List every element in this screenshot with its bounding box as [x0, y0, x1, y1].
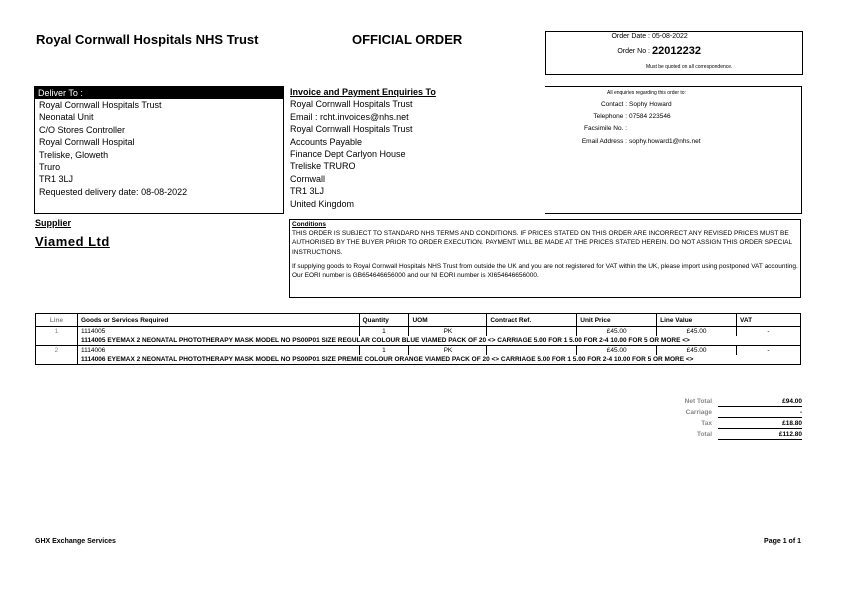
deliver-address — [35, 99, 283, 198]
phone-number: 07584 223546 — [629, 113, 671, 120]
col-uom: UOM — [409, 314, 487, 327]
col-line: Line — [36, 314, 78, 327]
cell-unit-price: £45.00 — [577, 327, 657, 337]
cell-uom: PK — [409, 346, 487, 356]
contact-label: Contact : — [600, 101, 627, 108]
cell-quantity: 1 — [359, 327, 409, 337]
carriage-row — [640, 408, 802, 419]
invoice-line: Royal Cornwall Hospitals Trust — [290, 124, 413, 135]
vat-paragraph: If supplying goods to Royal Cornwall Hospitals NHS Trust from outside the UK and you are not registered for VAT within the UK, please import using postponed VAT accounting. Our EORI number is GB654646656000 and our NI EORI number is XI654646656000. — [292, 262, 798, 280]
total-label: Total — [696, 431, 712, 438]
invoice-email[interactable]: Email : rcht.invoices@nhs.net — [290, 111, 409, 122]
net-total-row — [640, 397, 802, 408]
order-number: 22012232 — [652, 45, 701, 57]
deliver-line: Neonatal Unit — [39, 112, 94, 123]
conditions-box — [289, 219, 801, 298]
invoice-line: Royal Cornwall Hospitals Trust — [290, 99, 413, 110]
col-vat: VAT — [737, 314, 801, 327]
cell-uom: PK — [409, 327, 487, 337]
table-row — [36, 327, 801, 337]
deliver-line: Treliske, Gloweth — [39, 149, 109, 160]
invoice-line: United Kingdom — [290, 198, 355, 209]
conditions-heading: Conditions — [292, 221, 326, 228]
cell-line-value: £45.00 — [657, 327, 737, 337]
contact-email[interactable]: sophy.howard1@nhs.net — [629, 138, 701, 145]
invoice-enquiries — [290, 86, 540, 210]
cell-contract-ref — [487, 346, 577, 356]
table-row — [36, 346, 801, 356]
col-line-value: Line Value — [657, 314, 737, 327]
invoice-line: Treliske TRURO — [290, 161, 356, 172]
deliver-to-heading: Deliver To : — [35, 87, 283, 99]
tax-label: Tax — [701, 420, 712, 427]
total-value: £112.80 — [778, 431, 802, 438]
order-lines-table — [35, 313, 801, 365]
net-total-label: Net Total — [684, 398, 712, 405]
invoice-line: Cornwall — [290, 173, 326, 184]
order-date-label: Order Date : — [611, 33, 650, 40]
order-info-box — [545, 31, 803, 75]
cell-quantity: 1 — [359, 346, 409, 356]
contact-name: Sophy Howard — [629, 101, 672, 108]
cell-description: 1114006 EYEMAX 2 NEONATAL PHOTOTHERAPY MASK MODEL NO PS00P01 SIZE PREMIE COLOUR ORANGE VIAMED PACK OF 20 <> CARRIAGE 5.00 FOR 1 5.00 FOR 2-4 10.00 FOR 5 OR MORE <> — [77, 355, 800, 365]
deliver-line: Truro — [39, 162, 61, 173]
invoice-line: Finance Dept Carlyon House — [290, 149, 406, 160]
requested-delivery-date: Requested delivery date: 08-08-2022 — [39, 186, 188, 197]
total-row — [640, 430, 802, 441]
cell-contract-ref — [487, 327, 577, 337]
table-header-row — [36, 314, 801, 327]
totals-block — [640, 397, 802, 441]
fax-label: Facsimile No. : — [584, 125, 627, 132]
cell-vat: - — [737, 327, 801, 337]
col-goods: Goods or Services Required — [77, 314, 359, 327]
carriage-value: - — [799, 409, 802, 416]
col-quantity: Quantity — [359, 314, 409, 327]
col-unit-price: Unit Price — [577, 314, 657, 327]
phone-label: Telephone : — [593, 113, 627, 120]
tax-row — [640, 419, 802, 430]
supplier-label: Supplier — [35, 218, 72, 228]
deliver-line: TR1 3LJ — [39, 174, 74, 185]
deliver-line: C/O Stores Controller — [39, 124, 126, 135]
footer-provider: GHX Exchange Services — [35, 538, 116, 545]
document-title: OFFICIAL ORDER — [352, 32, 463, 47]
col-contract-ref: Contract Ref. — [487, 314, 577, 327]
order-no-label: Order No : — [617, 48, 650, 55]
cell-line-value: £45.00 — [657, 346, 737, 356]
contact-box — [545, 86, 802, 214]
deliver-to-box — [34, 86, 284, 214]
cell-vat: - — [737, 346, 801, 356]
cell-code: 1114005 — [77, 327, 359, 337]
tax-value: £18.80 — [782, 420, 802, 427]
page-number: Page 1 of 1 — [764, 538, 801, 545]
carriage-label: Carriage — [685, 409, 712, 416]
cell-line: 2 — [36, 346, 78, 356]
email-label: Email Address : — [581, 138, 627, 145]
conditions-paragraph: THIS ORDER IS SUBJECT TO STANDARD NHS TERMS AND CONDITIONS. IF PRICES STATED ON THIS ORDER ARE INCORRECT ANY REVISED PRICES MUST BE AUTHORISED BY THE BUYER PRIOR TO ORDER EXECUTION. PAYMENT WILL BE MADE AT THE PRICES STATED HEREIN. DO NOT ASSIGN THIS ORDER SPECIAL INSTRUCTIONS. — [292, 230, 792, 256]
cell-description: 1114005 EYEMAX 2 NEONATAL PHOTOTHERAPY MASK MODEL NO PS00P01 SIZE REGULAR COLOUR BLUE VIAMED PACK OF 20 <> CARRIAGE 5.00 FOR 1 5.00 FOR 2-4 10.00 FOR 5 OR MORE <> — [77, 336, 800, 346]
cell-unit-price: £45.00 — [577, 346, 657, 356]
cell-code: 1114006 — [77, 346, 359, 356]
quote-note: Must be quoted on all correspondence. — [646, 64, 733, 70]
deliver-line: Royal Cornwall Hospitals Trust — [39, 100, 162, 110]
supplier-name: Viamed Ltd — [35, 234, 110, 249]
organisation-name: Royal Cornwall Hospitals NHS Trust — [36, 32, 259, 47]
net-total-value: £94.00 — [782, 398, 802, 405]
invoice-heading: Invoice and Payment Enquiries To — [290, 87, 436, 97]
table-row-description — [36, 355, 801, 365]
order-date: 05-08-2022 — [652, 33, 688, 40]
cell-line: 1 — [36, 327, 78, 337]
deliver-line: Royal Cornwall Hospital — [39, 137, 135, 148]
contact-heading: All enquiries regarding this order to: — [607, 90, 686, 96]
invoice-line: TR1 3LJ — [290, 186, 325, 197]
table-row-description — [36, 336, 801, 346]
invoice-line: Accounts Payable — [290, 136, 363, 147]
